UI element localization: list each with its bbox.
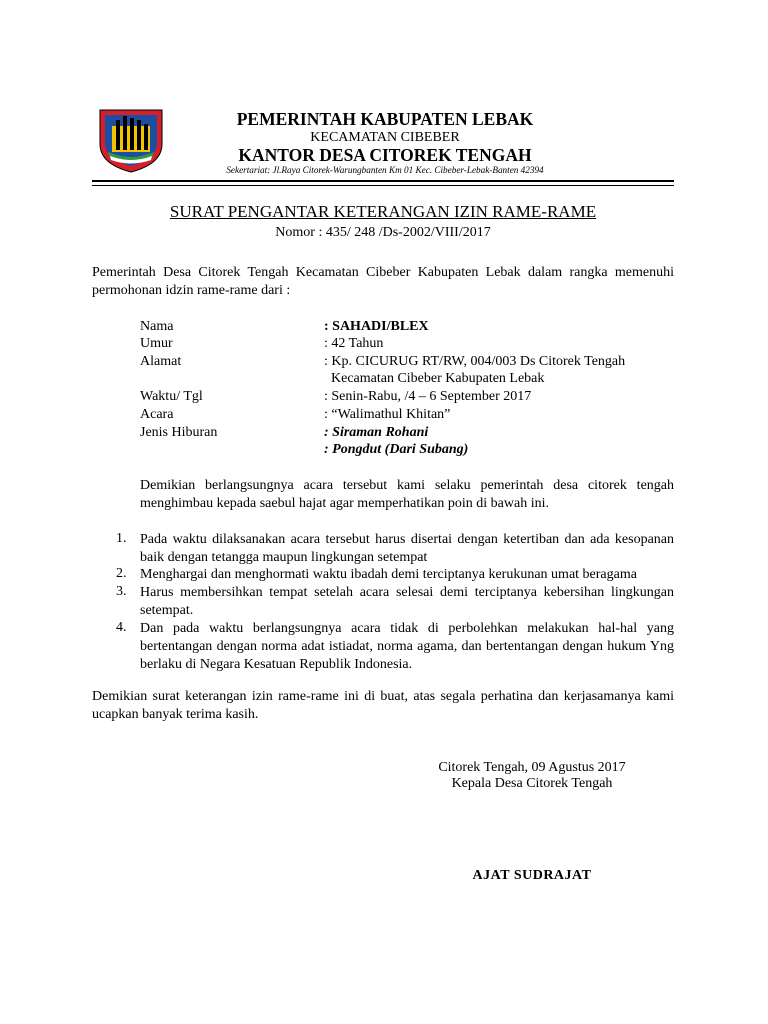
letterhead-district: KECAMATAN CIBEBER	[310, 130, 460, 145]
field-value-waktu: : Senin-Rabu, /4 – 6 September 2017	[324, 389, 532, 404]
field-label-waktu: Waktu/ Tgl	[140, 389, 203, 404]
document-title: SURAT PENGANTAR KETERANGAN IZIN RAME-RAME	[169, 202, 597, 221]
field-label-hiburan: Jenis Hiburan	[140, 425, 218, 440]
field-value-hiburan: : Siraman Rohani	[324, 425, 429, 440]
document-number: Nomor : 435/ 248 /Ds-2002/VIII/2017	[275, 225, 491, 240]
field-value-alamat: : Kp. CICURUG RT/RW, 004/003 Ds Citorek Tengah	[324, 354, 626, 369]
field-value-nama: : SAHADI/BLEX	[324, 319, 429, 334]
point-number: 4.	[116, 620, 127, 635]
point-text: Menghargai dan menghormati waktu ibadah demi terciptanya kerukunan umat beragama	[140, 567, 637, 582]
place-date: Citorek Tengah, 09 Agustus 2017	[438, 760, 626, 775]
closing-paragraph: Demikian surat keterangan izin rame-rame ini di buat, atas segala perhatina dan kerjasamanya kami ucapkan banyak terima kasih.	[92, 689, 674, 722]
field-label-nama: Nama	[140, 319, 174, 334]
letterhead-divider-thin	[92, 185, 674, 186]
field-label-acara: Acara	[140, 407, 174, 422]
point-text: Harus membersihkan tempat setelah acara selesai demi terciptanya kebersihan lingkungan setempat.	[140, 585, 674, 618]
letterhead-address: Sekertariat: Jl.Raya Citorek-Warungbanten Km 01 Kec. Cibeber-Lebak-Banten 42394	[226, 165, 544, 175]
letterhead-government: PEMERINTAH KABUPATEN LEBAK	[236, 109, 534, 129]
field-value-acara: : “Walimathul Khitan”	[324, 407, 451, 422]
field-value-alamat-line2: Kecamatan Cibeber Kabupaten Lebak	[331, 371, 545, 386]
field-label-umur: Umur	[140, 336, 173, 351]
point-number: 3.	[116, 584, 127, 599]
regency-logo	[94, 104, 168, 174]
point-text: Dan pada waktu berlangsungnya acara tidak di perbolehkan melakukan hal-hal yang bertentangan dengan norma adat istiadat, norma agama, dan bertentangan dengan hukum Yng berlaku di Negara Kesatuan Republik Indonesia.	[140, 621, 674, 672]
point-number: 1.	[116, 531, 127, 546]
intro-paragraph: Pemerintah Desa Citorek Tengah Kecamatan Cibeber Kabupaten Lebak dalam rangka memenuhi permohonan idzin rame-rame dari :	[92, 265, 674, 298]
notice-paragraph: Demikian berlangsungnya acara tersebut kami selaku pemerintah desa citorek tengah menghimbau kepada saebul hajat agar memperhatikan poin di bawah ini.	[140, 478, 674, 511]
letterhead-divider-thick	[92, 180, 674, 182]
letterhead-office: KANTOR DESA CITOREK TENGAH	[238, 145, 532, 165]
point-number: 2.	[116, 566, 127, 581]
field-value-umur: : 42 Tahun	[324, 336, 384, 351]
signatory-position: Kepala Desa Citorek Tengah	[451, 776, 613, 791]
field-label-alamat: Alamat	[140, 354, 182, 369]
signatory-name: AJAT SUDRAJAT	[472, 868, 592, 883]
point-text: Pada waktu dilaksanakan acara tersebut harus disertai dengan ketertiban dan ada kesopanan baik dengan tetangga maupun lingkungan setempat	[140, 532, 674, 565]
field-value-hiburan-line2: : Pongdut (Dari Subang)	[324, 442, 469, 457]
